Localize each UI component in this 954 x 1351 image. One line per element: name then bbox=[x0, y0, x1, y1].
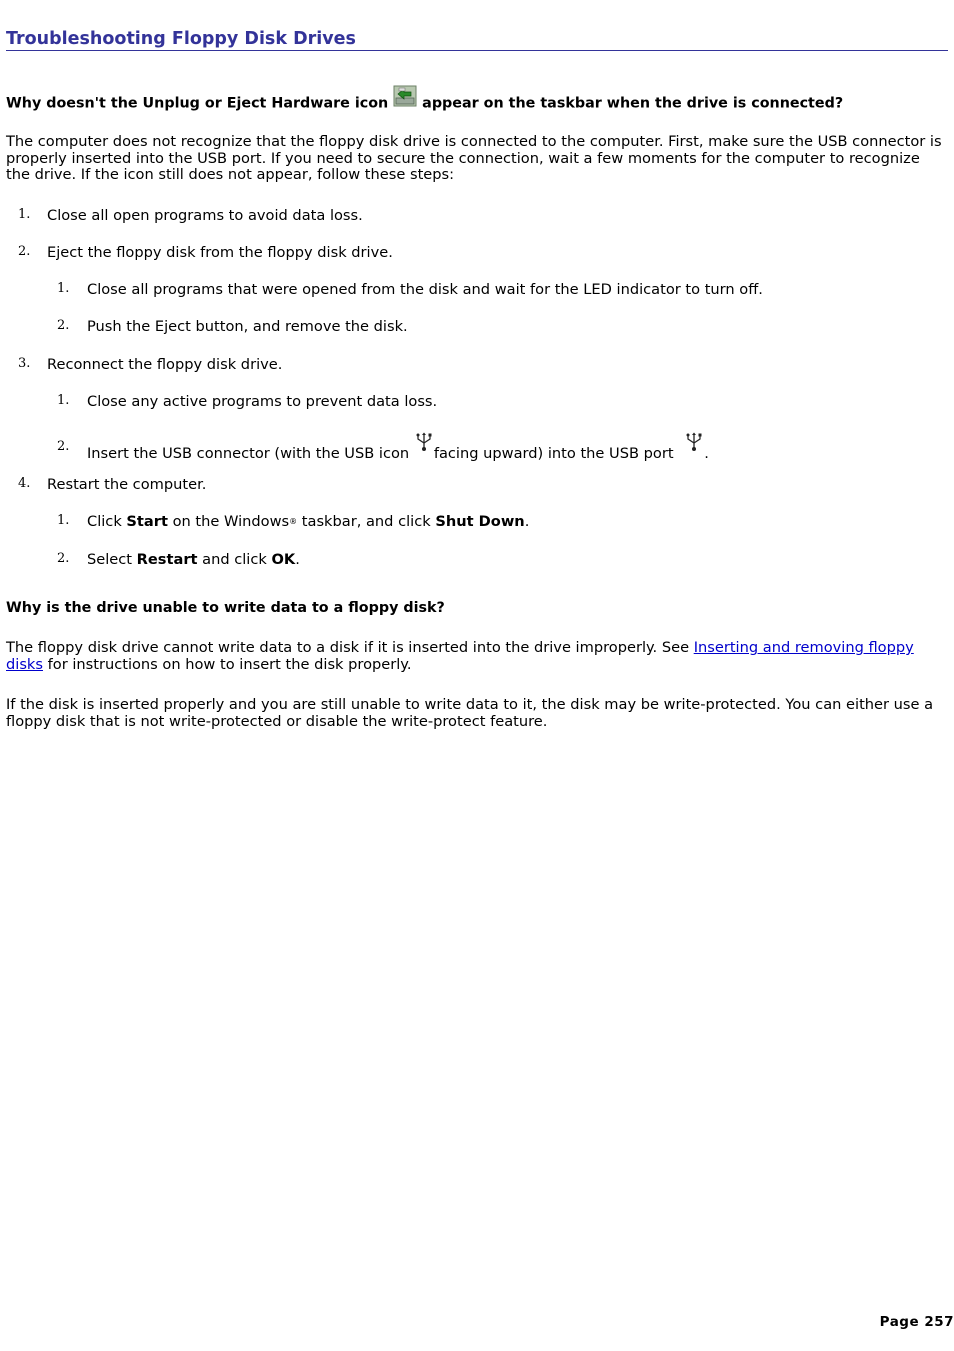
restart-label: Restart bbox=[136, 551, 198, 568]
step-3-2-text bbox=[87, 432, 709, 467]
shut-down-label: Shut Down bbox=[435, 513, 525, 530]
eject-hardware-icon bbox=[393, 85, 417, 112]
question-text-end: appear on the taskbar when the drive is connected? bbox=[417, 95, 844, 112]
step-3-2-number: 2. bbox=[57, 439, 70, 454]
usb-icon bbox=[414, 432, 434, 461]
step-1-text: Close all open programs to avoid data loss. bbox=[47, 207, 363, 224]
step-3-2-text-c: . bbox=[704, 445, 709, 462]
inserting-removing-floppy-link[interactable]: Inserting and removing floppy disks bbox=[6, 639, 914, 673]
step-4-text: Restart the computer. bbox=[47, 476, 207, 493]
step-3-2-text-a: Insert the USB connector (with the USB icon bbox=[87, 445, 414, 462]
step-4-1-b: on the Windows bbox=[167, 513, 290, 530]
start-label: Start bbox=[126, 513, 168, 530]
step-4-1-c: taskbar, and click bbox=[297, 513, 436, 530]
step-4-1-number: 1. bbox=[57, 513, 70, 528]
write-paragraph bbox=[6, 640, 948, 673]
step-3-2-text-b: facing upward) into the USB port bbox=[433, 445, 679, 462]
usb-port-icon bbox=[684, 432, 704, 461]
step-4-2-text bbox=[87, 551, 300, 568]
step-3-1-text: Close any active programs to prevent data loss. bbox=[87, 393, 438, 410]
step-4-2-b: and click bbox=[197, 551, 272, 568]
step-3-number: 3. bbox=[18, 356, 31, 371]
step-2-1-text: Close all programs that were opened from the disk and wait for the LED indicator to turn off. bbox=[87, 281, 763, 298]
step-4-2-c: . bbox=[295, 551, 300, 568]
step-4-2-a: Select bbox=[87, 551, 137, 568]
write-paragraph-b: for instructions on how to insert the disk properly. bbox=[42, 655, 412, 673]
question-eject-icon bbox=[6, 95, 843, 113]
ok-label: OK bbox=[271, 551, 296, 568]
step-2-1-number: 1. bbox=[57, 281, 70, 296]
question-text-start: Why doesn't the Unplug or Eject Hardware icon bbox=[6, 95, 394, 112]
step-4-number: 4. bbox=[18, 476, 31, 491]
write-protect-paragraph: If the disk is inserted properly and you are still unable to write data to it, the disk may be write-protected. You can either use a floppy disk that is not write-protected or disable the write-protect feature. bbox=[6, 696, 934, 730]
intro-paragraph: The computer does not recognize that the floppy disk drive is connected to the computer. First, make sure the USB connector is properly inserted into the USB port. If you need to secure the connection, wait a few moments for the computer to recognize the drive. If the icon still does not appear, follow these steps: bbox=[6, 133, 942, 184]
write-paragraph-a: The floppy disk drive cannot write data to a disk if it is inserted into the drive improperly. See bbox=[6, 639, 694, 656]
question-write-data: Why is the drive unable to write data to a floppy disk? bbox=[6, 600, 445, 616]
page-number: Page 257 bbox=[879, 1314, 954, 1330]
step-2-text: Eject the floppy disk from the floppy disk drive. bbox=[47, 244, 393, 261]
page-title: Troubleshooting Floppy Disk Drives bbox=[6, 29, 948, 51]
step-3-1-number: 1. bbox=[57, 393, 70, 408]
step-1-number: 1. bbox=[18, 207, 31, 222]
step-4-1-text bbox=[87, 513, 529, 530]
registered-mark: ® bbox=[289, 517, 298, 526]
step-3-text: Reconnect the floppy disk drive. bbox=[47, 356, 283, 373]
step-4-1-d: . bbox=[524, 513, 530, 530]
step-2-2-number: 2. bbox=[57, 318, 70, 333]
step-2-number: 2. bbox=[18, 244, 31, 259]
step-4-1-a: Click bbox=[87, 513, 127, 530]
step-2-2-text: Push the Eject button, and remove the disk. bbox=[87, 318, 408, 335]
step-4-2-number: 2. bbox=[57, 551, 70, 566]
